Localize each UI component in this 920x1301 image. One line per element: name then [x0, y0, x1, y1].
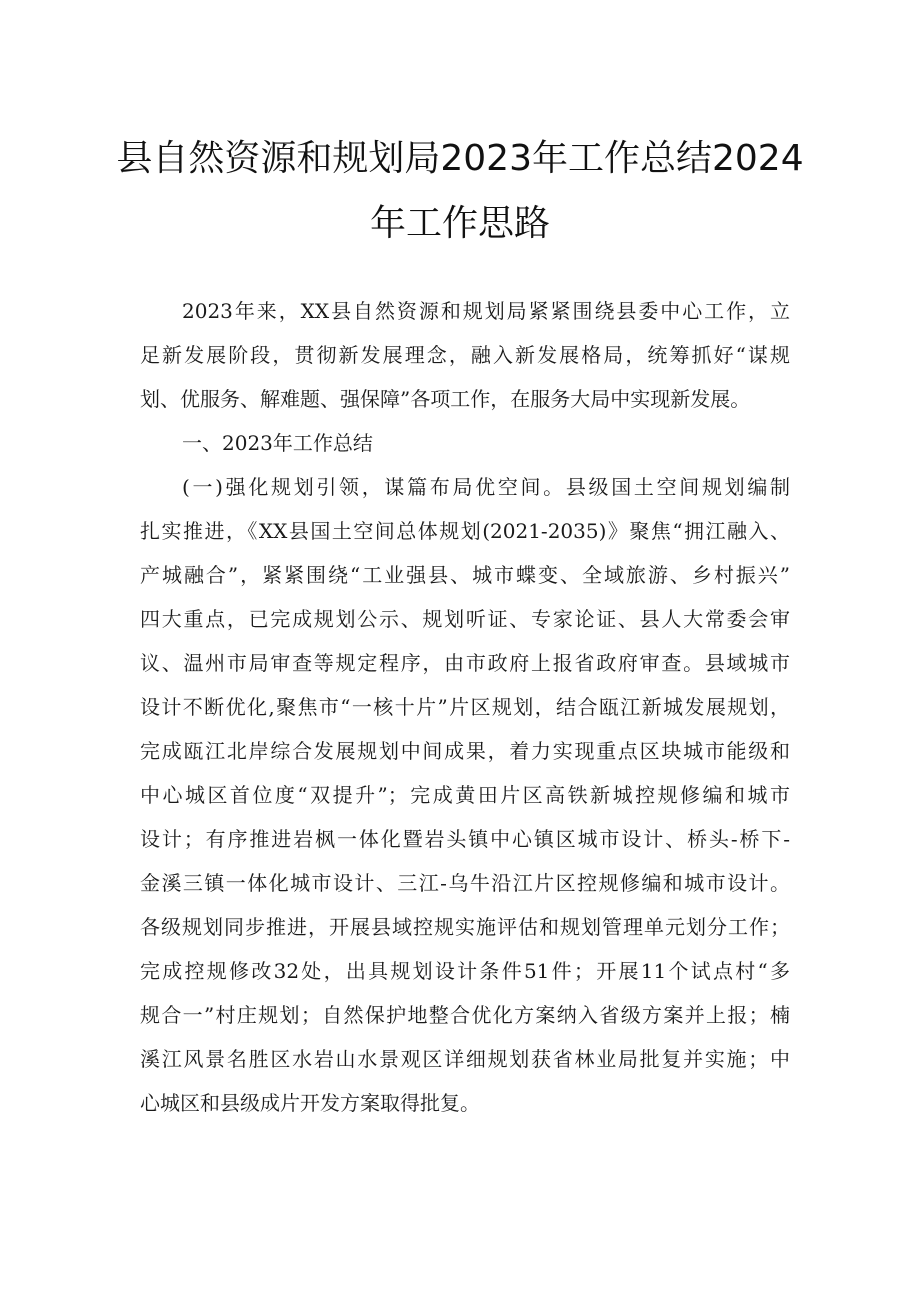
intro-line: 足新发展阶段，贯彻新发展理念，融入新发展格局，统筹抓好“谋规: [140, 343, 790, 367]
body-line: 完成瓯江北岸综合发展规划中间成果，着力实现重点区块城市能级和: [140, 739, 790, 763]
body-line: 四大重点，已完成规划公示、规划听证、专家论证、县人大常委会审: [140, 607, 790, 631]
body-line: 设计；有序推进岩枫一体化暨岩头镇中心镇区城市设计、桥头-桥下-: [140, 827, 790, 851]
document-title-line-1: 县自然资源和规划局2023年工作总结2024: [116, 138, 804, 179]
body-line: 各级规划同步推进，开展县域控规实施评估和规划管理单元划分工作；: [140, 915, 790, 939]
body-line: (一)强化规划引领，谋篇布局优空间。县级国土空间规划编制: [182, 475, 790, 499]
body-line: 溪江风景名胜区水岩山水景观区详细规划获省林业局批复并实施；中: [140, 1047, 790, 1071]
body-line: 议、温州市局审查等规定程序，由市政府上报省政府审查。县域城市: [140, 651, 790, 675]
intro-line: 划、优服务、解难题、强保障”各项工作，在服务大局中实现新发展。: [140, 387, 751, 411]
intro-line: 2023年来，XX县自然资源和规划局紧紧围绕县委中心工作，立: [182, 299, 790, 323]
document-title-line-2: 年工作思路: [369, 203, 550, 244]
body-line: 设计不断优化,聚焦市“一核十片”片区规划，结合瓯江新城发展规划，: [140, 695, 790, 719]
body-line: 规合一”村庄规划；自然保护地整合优化方案纳入省级方案并上报；楠: [140, 1003, 790, 1027]
body-line: 扎实推进，《XX县国土空间总体规划(2021-2035)》聚焦“拥江融入、: [140, 519, 790, 543]
body-line: 金溪三镇一体化城市设计、三江-乌牛沿江片区控规修编和城市设计。: [140, 871, 790, 895]
body-line: 产城融合”，紧紧围绕“工业强县、城市蝶变、全域旅游、乡村振兴”: [140, 563, 790, 587]
body-line: 心城区和县级成片开发方案取得批复。: [140, 1091, 480, 1115]
body-line: 完成控规修改32处，出具规划设计条件51件；开展11个试点村“多: [140, 959, 790, 983]
section-heading: 一、2023年工作总结: [182, 431, 373, 455]
body-line: 中心城区首位度“双提升”；完成黄田片区高铁新城控规修编和城市: [140, 783, 790, 807]
